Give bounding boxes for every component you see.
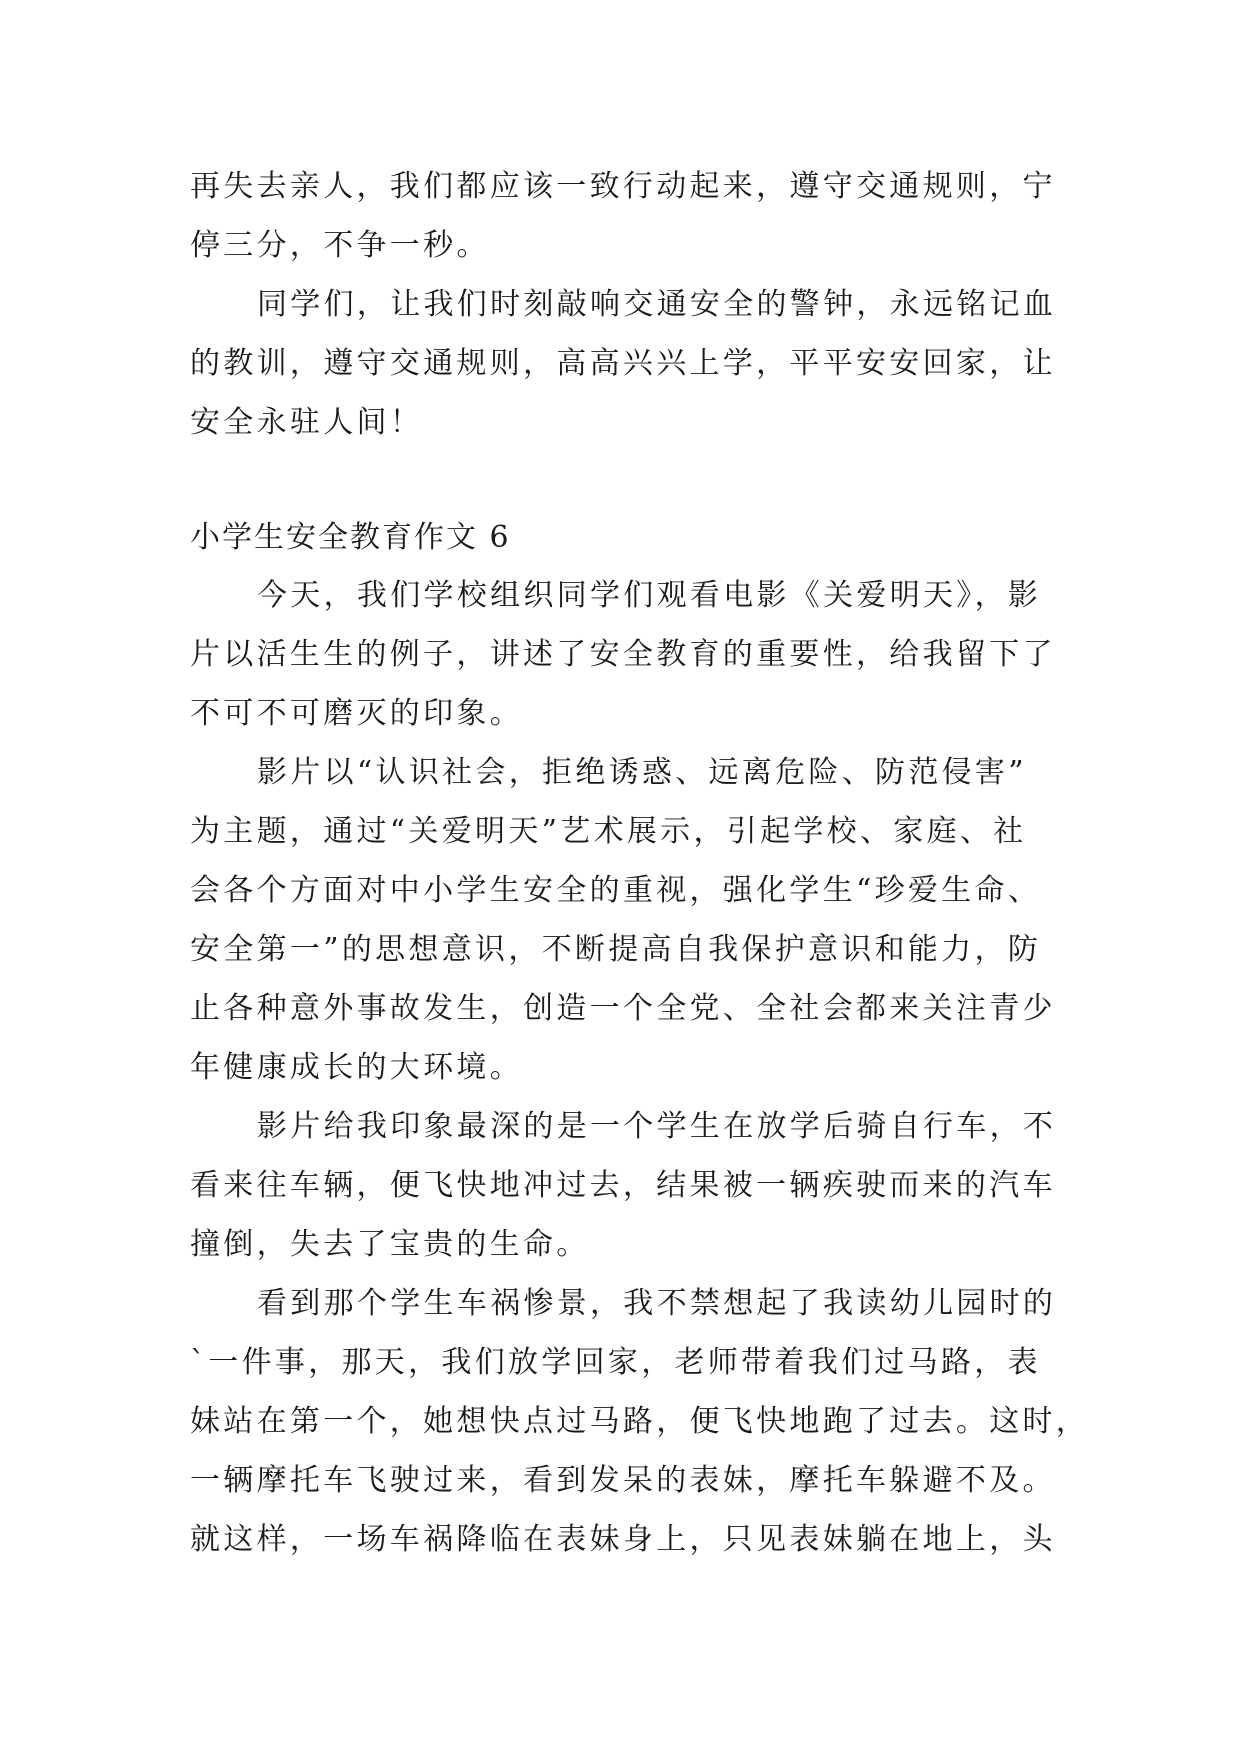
text-line: `一件事，那天，我们放学回家，老师带着我们过马路，表 — [190, 1345, 1041, 1380]
text-line: 就这样，一场车祸降临在表妹身上，只见表妹躺在地上，头 — [190, 1522, 1056, 1557]
paragraph-first-line: 同学们，让我们时刻敲响交通安全的警钟，永远铭记血 — [257, 287, 1057, 322]
text-line: 停三分，不争一秒。 — [190, 228, 490, 263]
text-line: 片以活生生的例子，讲述了安全教育的重要性，给我留下了 — [190, 637, 1056, 672]
section-heading: 小学生安全教育作文 6 — [190, 520, 511, 555]
text-line: 妹站在第一个，她想快点过马路，便飞快地跑了过去。这时， — [190, 1404, 1090, 1439]
paragraph-first-line: 看到那个学生车祸惨景，我不禁想起了我读幼儿园时的 — [257, 1286, 1057, 1321]
text-line: 安全永驻人间！ — [190, 405, 424, 440]
text-line: 不可不可磨灭的印象。 — [190, 696, 523, 731]
paragraph-first-line: 影片给我印象最深的是一个学生在放学后骑自行车，不 — [257, 1109, 1057, 1144]
text-line: 撞倒，失去了宝贵的生命。 — [190, 1227, 590, 1262]
text-line: 会各个方面对中小学生安全的重视，强化学生“珍爱生命、 — [190, 873, 1042, 908]
text-line: 的教训，遵守交通规则，高高兴兴上学，平平安安回家，让 — [190, 346, 1056, 381]
text-line: 看来往车辆，便飞快地冲过去，结果被一辆疾驶而来的汽车 — [190, 1168, 1056, 1203]
paragraph-first-line: 今天，我们学校组织同学们观看电影《关爱明天》，影 — [257, 578, 1042, 613]
text-line: 为主题，通过“关爱明天”艺术展示，引起学校、家庭、社 — [190, 814, 1027, 849]
paragraph-first-line: 影片以“认识社会，拒绝诱惑、远离危险、防范侵害” — [257, 755, 1027, 790]
text-line: 安全第一”的思想意识，不断提高自我保护意识和能力，防 — [190, 932, 1042, 967]
text-line: 年健康成长的大环境。 — [190, 1050, 523, 1085]
text-line: 再失去亲人，我们都应该一致行动起来，遵守交通规则，宁 — [190, 169, 1056, 204]
text-line: 一辆摩托车飞驶过来，看到发呆的表妹，摩托车躲避不及。 — [190, 1463, 1056, 1498]
text-line: 止各种意外事故发生，创造一个全党、全社会都来关注青少 — [190, 991, 1056, 1026]
